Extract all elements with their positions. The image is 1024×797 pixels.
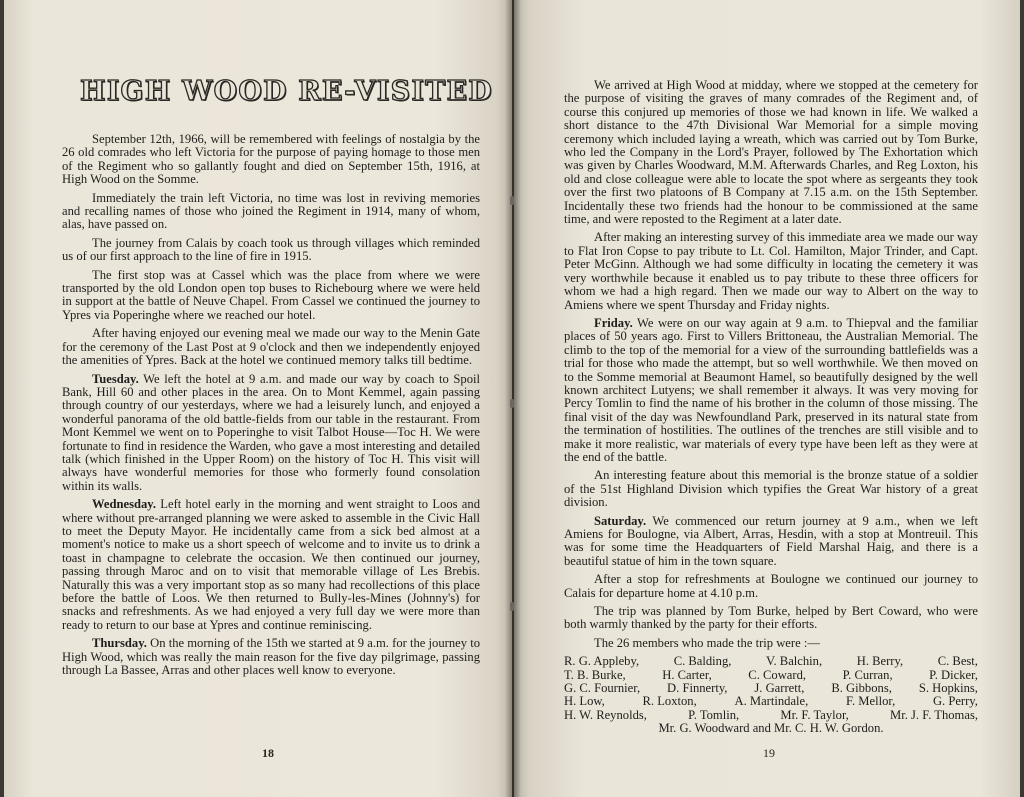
member-name: V. Balchin, — [766, 654, 823, 669]
paragraph-text: An interesting feature about this memorial is the bronze statue of a soldier of the 51st Highland Division which typifies the Great War history of a great division. — [564, 468, 978, 510]
paragraph-text: We were on our way again at 9 a.m. to Thiepval and the familiar places of 50 years ago. First to Villers Brittoneau, the Australian Memorial. The climb to the top of the memorial for a view of the surrounding battlefields was a trial for those who made the attempt, but so well worthwhile. We then moved on to the Somme memorial at Beaumont Hamel, so beautifully designed by the well known architect Lutyens; we shall remember it always. It was very moving for Percy Tomlin to find the name of his brother in the column of those missing. The final visit of the day was Newfoundland Park, preserved in its natural state from the termination of hostilities. The outlines of the trenches are still visible and to make it more realistic, war materials of every type have been left as they were at the end of the battle. — [564, 315, 978, 464]
member-name: H. W. Reynolds, — [564, 707, 647, 722]
member-name: A. Martindale, — [734, 694, 809, 709]
member-name: D. Finnerty, — [667, 681, 728, 696]
paragraph-text: Left hotel early in the morning and went straight to Loos and where without pre-arranged planning we were asked to assemble in the Civic Hall to meet the Deputy Mayor. He incidentally came from a sick bed almost at a moment's notice to make us a short speech of welcome and to invite us to drink a toast in champagne to celebrate the occasion. We then continued our journey, passing through Maroc and on to visit that memorable village of Les Brebis. Naturally this was a very important stop as so many had recollections of this place before the battle of Loos. We then returned to Bully-les-Mines (Johnny's) for snacks and refreshments. As we had enjoyed a very full day we were more than ready to return to our base at Ypres and continue reminiscing. — [62, 497, 480, 632]
right-page-body — [564, 79, 978, 736]
paragraph-text: The trip was planned by Tom Burke, helped by Bert Coward, who were both warmly thanked by the party for their efforts. — [564, 604, 978, 632]
paragraph-text: We commenced our return journey at 9 a.m., when we left Amiens for Boulogne, via Albert, Arras, Hesdin, with a stop at Montreuil. This was for some time the Headquarters of Field Marshal Haig, and there is a beautiful statue of him in the town square. — [564, 513, 978, 568]
members-row — [564, 722, 978, 735]
paragraph — [62, 133, 480, 187]
members-row — [564, 709, 978, 722]
member-name: S. Hopkins, — [918, 681, 978, 696]
member-name: Mr. G. Woodward and Mr. C. H. W. Gordon. — [658, 721, 884, 736]
paragraph-text: Immediately the train left Victoria, no time was lost in reviving memories and recalling names of those who joined the Regiment in 1914, many of whom, alas, have passed on. — [62, 190, 480, 232]
paragraph — [564, 469, 978, 509]
members-row — [564, 682, 978, 695]
paragraph — [62, 237, 480, 264]
paragraph-text: We arrived at High Wood at midday, where we stopped at the cemetery for the purpose of visiting the graves of many comrades of the Regiment and, of course this conjured up memories of those we had known in life. We walked a short distance to the 47th Divisional War Memorial for a simple moving ceremony which included laying a wreath, which was carried out by Tom Burke, who led the Company in the Lord's Prayer, followed by The Exhortation which was given by Charles Woodward, M.M. Afterwards Charles, and Reg Loxton, his old and close colleague were able to locate the spot where as sergeants they took over the first two platoons of B Company at 7.15 a.m. on the 15th September. Incidentally these two friends had the honour to be commissioned at the same time, and were reposted to the Regiment at a later date. — [564, 78, 978, 227]
members-row — [564, 669, 978, 682]
day-heading: Tuesday. — [92, 371, 139, 386]
paragraph — [62, 269, 480, 323]
paragraph — [62, 192, 480, 232]
right-page — [514, 0, 1020, 797]
paragraph — [564, 515, 978, 569]
member-name: C. Best, — [937, 654, 978, 669]
paragraph-text: After making an interesting survey of this immediate area we made our way to Flat Iron Copse to pay tribute to Lt. Col. Hamilton, Major Trinder, and Capt. Peter McGinn. Although we had some difficulty in locating the cemetery it was very worthwhile because it enabled us to pay tribute to these three officers for whom we had a high regard. Then we made our way to Albert on the way to Amiens where we spent Thursday and Friday nights. — [564, 230, 978, 312]
paragraph — [564, 573, 978, 600]
binding-stitch — [510, 602, 514, 611]
paragraph — [62, 327, 480, 367]
day-heading: Thursday. — [92, 636, 147, 651]
member-name: P. Dicker, — [929, 667, 978, 682]
member-name: Mr. F. Taylor, — [780, 707, 849, 722]
member-name: B. Gibbons, — [831, 681, 892, 696]
day-heading: Wednesday. — [92, 497, 157, 512]
paragraph — [564, 79, 978, 226]
member-name: C. Coward, — [748, 667, 807, 682]
member-name: G. C. Fournier, — [564, 681, 641, 696]
paragraph-text: After having enjoyed our evening meal we made our way to the Menin Gate for the ceremony of the Last Post at 9 o'clock and then we independently enjoyed the amenities of Ypres. Back at the hotel we continued memory talks till bedtime. — [62, 326, 480, 368]
member-name: H. Carter, — [662, 667, 712, 682]
paragraph — [62, 498, 480, 632]
paragraph — [564, 317, 978, 464]
page-number-right: 19 — [763, 746, 775, 760]
paragraph-text: We left the hotel at 9 a.m. and made our way by coach to Spoil Bank, Hill 60 and other places in the area. On to Mont Kemmel, again passing through country of our yesterdays, where we had a leisurely lunch, and enjoyed a wonderful panorama of the old battle-fields from our table in the restaurant. From Mont Kemmel we went on to Poperinghe to visit Talbot House—Toc H. We were fortunate to find in residence the Warden, who gave a most interesting and detailed talk (which finished in the Upper Room) on the history of Toc H. This visit will always have wonderful memories for those who formerly found consolation within its walls. — [62, 371, 480, 493]
day-heading: Friday. — [594, 315, 633, 330]
paragraph-text: On the morning of the 15th we started at 9 a.m. for the journey to High Wood, which was really the main reason for the five day pilgrimage, passing through La Bassee, Arras and other places well know to everyone. — [62, 636, 480, 678]
page-number-left: 18 — [262, 746, 274, 760]
paragraph-text: September 12th, 1966, will be remembered with feelings of nostalgia by the 26 old comrades who left Victoria for the purpose of paying homage to those men of the Regiment who so gallantly fought and died on September 15th, 1916, at High Wood on the Somme. — [62, 132, 480, 187]
members-list — [564, 655, 978, 735]
paragraph-text: After a stop for refreshments at Boulogne we continued our journey to Calais for departure home at 4.10 p.m. — [564, 572, 978, 600]
member-name: J. Garrett, — [754, 681, 805, 696]
paragraph — [62, 637, 480, 677]
member-name: H. Low, — [564, 694, 605, 709]
members-row — [564, 695, 978, 708]
article-title: HIGH WOOD RE-VISITED — [80, 76, 493, 107]
binding-stitch — [510, 399, 514, 408]
member-name: P. Curran, — [842, 667, 893, 682]
paragraph — [564, 637, 978, 650]
paragraph-text: The journey from Calais by coach took us through villages which reminded us of our first approach to the line of fire in 1915. — [62, 235, 480, 264]
member-name: H. Berry, — [856, 654, 904, 669]
member-name: G. Perry, — [932, 694, 978, 709]
paragraph — [564, 605, 978, 632]
paragraph-text: The 26 members who made the trip were :— — [594, 635, 820, 650]
paragraph-text: The first stop was at Cassel which was the place from where we were transported by the old London open top buses to Richebourg where we were held in support at the battle of Neuve Chapel. From Cassel we continued the journey to Ypres via Poperinghe where we reached our hotel. — [62, 267, 480, 322]
binding-stitch — [510, 196, 514, 205]
member-name: R. G. Appleby, — [564, 654, 640, 669]
member-name: C. Balding, — [673, 654, 732, 669]
paragraph — [62, 373, 480, 494]
left-page — [4, 0, 512, 797]
member-name: P. Tomlin, — [688, 707, 740, 722]
right-paragraphs — [564, 79, 978, 650]
paragraph — [564, 231, 978, 311]
member-name: F. Mellor, — [846, 694, 896, 709]
member-name: T. B. Burke, — [564, 667, 626, 682]
left-page-body — [62, 133, 480, 682]
day-heading: Saturday. — [594, 513, 647, 528]
member-name: Mr. J. F. Thomas, — [890, 707, 978, 722]
member-name: R. Loxton, — [642, 694, 697, 709]
members-row — [564, 655, 978, 668]
